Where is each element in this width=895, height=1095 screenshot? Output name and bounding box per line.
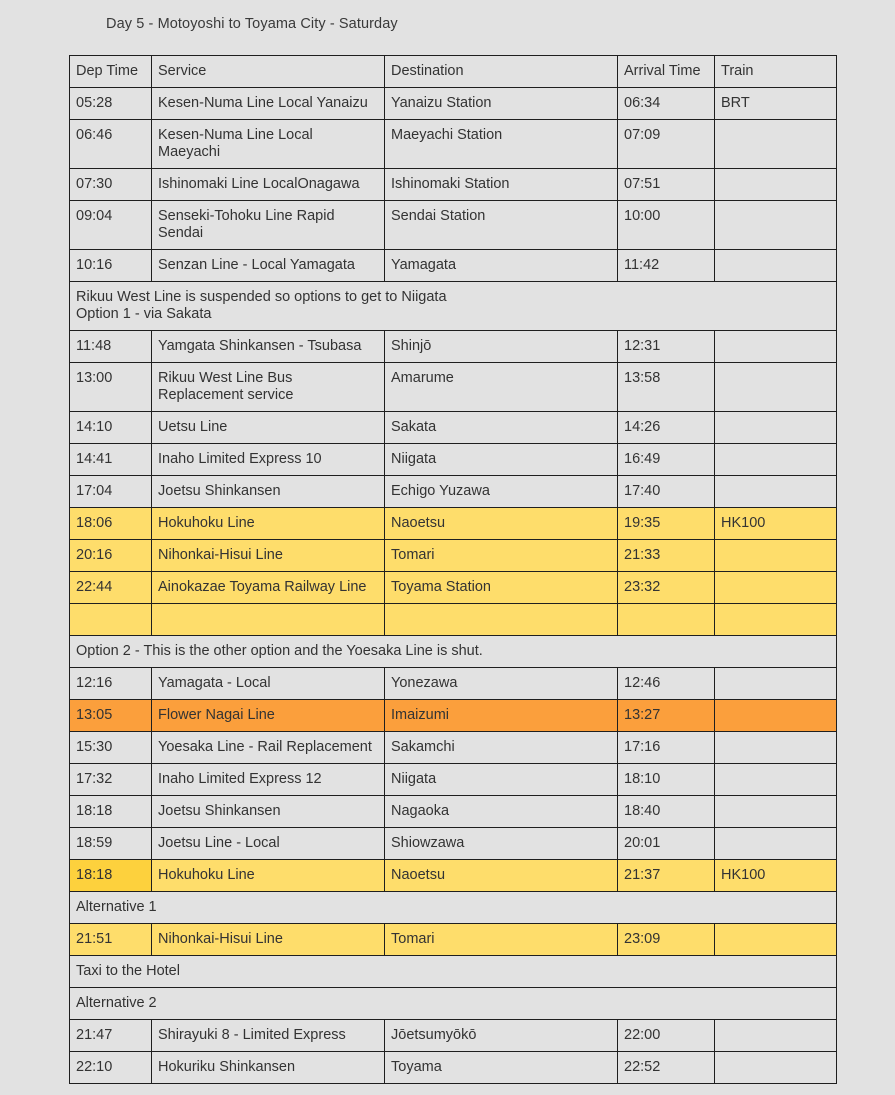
service-cell[interactable]: Kesen-Numa Line Local Maeyachi bbox=[152, 120, 385, 169]
table-row bbox=[70, 120, 837, 169]
dep-time-cell[interactable]: 18:18 bbox=[70, 860, 152, 892]
destination-cell[interactable]: Maeyachi Station bbox=[385, 120, 618, 169]
schedule-table bbox=[69, 55, 837, 1084]
train-cell[interactable] bbox=[715, 700, 837, 732]
service-cell[interactable]: Senzan Line - Local Yamagata bbox=[152, 250, 385, 282]
page-title: Day 5 - Motoyoshi to Toyama City - Saturday bbox=[106, 16, 398, 32]
arrival-time-cell[interactable]: 19:35 bbox=[618, 508, 715, 540]
destination-cell[interactable]: Naoetsu bbox=[385, 508, 618, 540]
service-cell[interactable]: Shirayuki 8 - Limited Express bbox=[152, 1020, 385, 1052]
service-cell[interactable]: Yoesaka Line - Rail Replacement bbox=[152, 732, 385, 764]
arrival-time-cell[interactable]: 07:09 bbox=[618, 120, 715, 169]
table-row bbox=[70, 412, 837, 444]
train-cell[interactable] bbox=[715, 331, 837, 363]
arrival-time-cell[interactable]: 17:40 bbox=[618, 476, 715, 508]
note-line: Alternative 2 bbox=[76, 995, 157, 1011]
note-line: Option 1 - via Sakata bbox=[76, 306, 212, 322]
dep-time-cell[interactable]: 11:48 bbox=[70, 331, 152, 363]
table-row bbox=[70, 250, 837, 282]
table-row bbox=[70, 860, 837, 892]
service-cell[interactable]: Hokuriku Shinkansen bbox=[152, 1052, 385, 1084]
arrival-time-cell[interactable]: 18:10 bbox=[618, 764, 715, 796]
note-cell[interactable] bbox=[70, 956, 837, 988]
note-cell[interactable] bbox=[70, 988, 837, 1020]
train-cell[interactable] bbox=[715, 120, 837, 169]
arrival-time-cell[interactable]: 21:33 bbox=[618, 540, 715, 572]
header-train[interactable]: Train bbox=[715, 56, 837, 88]
table-row bbox=[70, 363, 837, 412]
destination-cell[interactable]: Toyama bbox=[385, 1052, 618, 1084]
arrival-time-cell[interactable]: 07:51 bbox=[618, 169, 715, 201]
destination-cell[interactable]: Niigata bbox=[385, 444, 618, 476]
train-cell[interactable] bbox=[715, 1052, 837, 1084]
note-cell[interactable] bbox=[70, 636, 837, 668]
service-cell[interactable] bbox=[152, 604, 385, 636]
table-row bbox=[70, 732, 837, 764]
train-cell[interactable]: HK100 bbox=[715, 508, 837, 540]
arrival-time-cell[interactable]: 16:49 bbox=[618, 444, 715, 476]
arrival-time-cell[interactable] bbox=[618, 604, 715, 636]
arrival-time-cell[interactable]: 23:09 bbox=[618, 924, 715, 956]
train-cell[interactable] bbox=[715, 1020, 837, 1052]
train-cell[interactable]: HK100 bbox=[715, 860, 837, 892]
note-line: Alternative 1 bbox=[76, 899, 157, 915]
dep-time-cell[interactable]: 17:04 bbox=[70, 476, 152, 508]
arrival-time-cell[interactable]: 21:37 bbox=[618, 860, 715, 892]
service-cell[interactable]: Hokuhoku Line bbox=[152, 860, 385, 892]
arrival-time-cell[interactable]: 14:26 bbox=[618, 412, 715, 444]
table-row bbox=[70, 572, 837, 604]
arrival-time-cell[interactable]: 13:58 bbox=[618, 363, 715, 412]
destination-cell[interactable]: Yonezawa bbox=[385, 668, 618, 700]
note-cell[interactable] bbox=[70, 892, 837, 924]
destination-cell[interactable]: Toyama Station bbox=[385, 572, 618, 604]
dep-time-cell[interactable]: 15:30 bbox=[70, 732, 152, 764]
note-row bbox=[70, 988, 837, 1020]
table-row bbox=[70, 331, 837, 363]
note-cell[interactable] bbox=[70, 282, 837, 331]
dep-time-cell[interactable]: 06:46 bbox=[70, 120, 152, 169]
table-row bbox=[70, 476, 837, 508]
arrival-time-cell[interactable]: 20:01 bbox=[618, 828, 715, 860]
destination-cell[interactable]: Yamagata bbox=[385, 250, 618, 282]
table-row bbox=[70, 604, 837, 636]
dep-time-cell[interactable]: 13:00 bbox=[70, 363, 152, 412]
table-row bbox=[70, 924, 837, 956]
table-row bbox=[70, 828, 837, 860]
train-cell[interactable] bbox=[715, 444, 837, 476]
destination-cell[interactable]: Ishinomaki Station bbox=[385, 169, 618, 201]
note-line: Rikuu West Line is suspended so options to get to Niigata bbox=[76, 289, 447, 305]
train-cell[interactable] bbox=[715, 476, 837, 508]
train-cell[interactable] bbox=[715, 732, 837, 764]
header-destination[interactable]: Destination bbox=[385, 56, 618, 88]
table-row bbox=[70, 1020, 837, 1052]
table-row bbox=[70, 764, 837, 796]
destination-cell[interactable]: Sendai Station bbox=[385, 201, 618, 250]
dep-time-cell[interactable]: 18:18 bbox=[70, 796, 152, 828]
table-row bbox=[70, 668, 837, 700]
arrival-time-cell[interactable]: 12:46 bbox=[618, 668, 715, 700]
arrival-time-cell[interactable]: 22:00 bbox=[618, 1020, 715, 1052]
destination-cell[interactable]: Shinjō bbox=[385, 331, 618, 363]
schedule-body bbox=[70, 56, 837, 1084]
table-row bbox=[70, 796, 837, 828]
service-cell[interactable]: Joetsu Shinkansen bbox=[152, 796, 385, 828]
dep-time-cell[interactable]: 14:10 bbox=[70, 412, 152, 444]
dep-time-cell[interactable] bbox=[70, 604, 152, 636]
note-row bbox=[70, 956, 837, 988]
table-row bbox=[70, 508, 837, 540]
train-cell[interactable] bbox=[715, 169, 837, 201]
train-cell[interactable] bbox=[715, 412, 837, 444]
dep-time-cell[interactable]: 14:41 bbox=[70, 444, 152, 476]
train-cell[interactable] bbox=[715, 540, 837, 572]
table-row bbox=[70, 1052, 837, 1084]
service-cell[interactable]: Flower Nagai Line bbox=[152, 700, 385, 732]
dep-time-cell[interactable]: 21:47 bbox=[70, 1020, 152, 1052]
service-cell[interactable]: Yamgata Shinkansen - Tsubasa bbox=[152, 331, 385, 363]
service-cell[interactable]: Ainokazae Toyama Railway Line bbox=[152, 572, 385, 604]
service-cell[interactable]: Inaho Limited Express 12 bbox=[152, 764, 385, 796]
arrival-time-cell[interactable]: 23:32 bbox=[618, 572, 715, 604]
service-cell[interactable]: Rikuu West Line Bus Replacement service bbox=[152, 363, 385, 412]
train-cell[interactable]: BRT bbox=[715, 88, 837, 120]
destination-cell[interactable]: Yanaizu Station bbox=[385, 88, 618, 120]
service-cell[interactable]: Inaho Limited Express 10 bbox=[152, 444, 385, 476]
dep-time-cell[interactable]: 12:16 bbox=[70, 668, 152, 700]
arrival-time-cell[interactable]: 12:31 bbox=[618, 331, 715, 363]
service-cell[interactable]: Hokuhoku Line bbox=[152, 508, 385, 540]
arrival-time-cell[interactable]: 06:34 bbox=[618, 88, 715, 120]
train-cell[interactable] bbox=[715, 796, 837, 828]
train-cell[interactable] bbox=[715, 828, 837, 860]
destination-cell[interactable]: Niigata bbox=[385, 764, 618, 796]
destination-cell[interactable]: Jōetsumyōkō bbox=[385, 1020, 618, 1052]
header-row bbox=[70, 56, 837, 88]
train-cell[interactable] bbox=[715, 572, 837, 604]
service-cell[interactable]: Joetsu Line - Local bbox=[152, 828, 385, 860]
service-cell[interactable]: Ishinomaki Line LocalOnagawa bbox=[152, 169, 385, 201]
service-cell[interactable]: Kesen-Numa Line Local Yanaizu bbox=[152, 88, 385, 120]
destination-cell[interactable] bbox=[385, 604, 618, 636]
destination-cell[interactable]: Sakamchi bbox=[385, 732, 618, 764]
destination-cell[interactable]: Tomari bbox=[385, 924, 618, 956]
destination-cell[interactable]: Imaizumi bbox=[385, 700, 618, 732]
destination-cell[interactable]: Shiowzawa bbox=[385, 828, 618, 860]
destination-cell[interactable]: Tomari bbox=[385, 540, 618, 572]
note-row bbox=[70, 892, 837, 924]
dep-time-cell[interactable]: 18:59 bbox=[70, 828, 152, 860]
service-cell[interactable]: Nihonkai-Hisui Line bbox=[152, 540, 385, 572]
service-cell[interactable]: Senseki-Tohoku Line Rapid Sendai bbox=[152, 201, 385, 250]
dep-time-cell[interactable]: 22:44 bbox=[70, 572, 152, 604]
table-row bbox=[70, 169, 837, 201]
dep-time-cell[interactable]: 13:05 bbox=[70, 700, 152, 732]
header-dep-time[interactable]: Dep Time bbox=[70, 56, 152, 88]
train-cell[interactable] bbox=[715, 924, 837, 956]
table-row bbox=[70, 88, 837, 120]
dep-time-cell[interactable]: 18:06 bbox=[70, 508, 152, 540]
note-row bbox=[70, 636, 837, 668]
service-cell[interactable]: Yamagata - Local bbox=[152, 668, 385, 700]
train-cell[interactable] bbox=[715, 764, 837, 796]
arrival-time-cell[interactable]: 17:16 bbox=[618, 732, 715, 764]
arrival-time-cell[interactable]: 11:42 bbox=[618, 250, 715, 282]
destination-cell[interactable]: Naoetsu bbox=[385, 860, 618, 892]
destination-cell[interactable]: Sakata bbox=[385, 412, 618, 444]
destination-cell[interactable]: Nagaoka bbox=[385, 796, 618, 828]
arrival-time-cell[interactable]: 13:27 bbox=[618, 700, 715, 732]
dep-time-cell[interactable]: 17:32 bbox=[70, 764, 152, 796]
train-cell[interactable] bbox=[715, 668, 837, 700]
dep-time-cell[interactable]: 22:10 bbox=[70, 1052, 152, 1084]
service-cell[interactable]: Nihonkai-Hisui Line bbox=[152, 924, 385, 956]
arrival-time-cell[interactable]: 18:40 bbox=[618, 796, 715, 828]
train-cell[interactable] bbox=[715, 604, 837, 636]
table-row bbox=[70, 700, 837, 732]
table-row bbox=[70, 201, 837, 250]
service-cell[interactable]: Joetsu Shinkansen bbox=[152, 476, 385, 508]
dep-time-cell[interactable]: 09:04 bbox=[70, 201, 152, 250]
train-cell[interactable] bbox=[715, 250, 837, 282]
dep-time-cell[interactable]: 05:28 bbox=[70, 88, 152, 120]
dep-time-cell[interactable]: 07:30 bbox=[70, 169, 152, 201]
note-row bbox=[70, 282, 837, 331]
dep-time-cell[interactable]: 10:16 bbox=[70, 250, 152, 282]
arrival-time-cell[interactable]: 10:00 bbox=[618, 201, 715, 250]
train-cell[interactable] bbox=[715, 363, 837, 412]
train-cell[interactable] bbox=[715, 201, 837, 250]
destination-cell[interactable]: Echigo Yuzawa bbox=[385, 476, 618, 508]
dep-time-cell[interactable]: 21:51 bbox=[70, 924, 152, 956]
arrival-time-cell[interactable]: 22:52 bbox=[618, 1052, 715, 1084]
table-row bbox=[70, 444, 837, 476]
service-cell[interactable]: Uetsu Line bbox=[152, 412, 385, 444]
dep-time-cell[interactable]: 20:16 bbox=[70, 540, 152, 572]
note-line: Option 2 - This is the other option and the Yoesaka Line is shut. bbox=[76, 643, 483, 659]
header-arrival-time[interactable]: Arrival Time bbox=[618, 56, 715, 88]
note-line: Taxi to the Hotel bbox=[76, 963, 180, 979]
destination-cell[interactable]: Amarume bbox=[385, 363, 618, 412]
header-service[interactable]: Service bbox=[152, 56, 385, 88]
table-row bbox=[70, 540, 837, 572]
